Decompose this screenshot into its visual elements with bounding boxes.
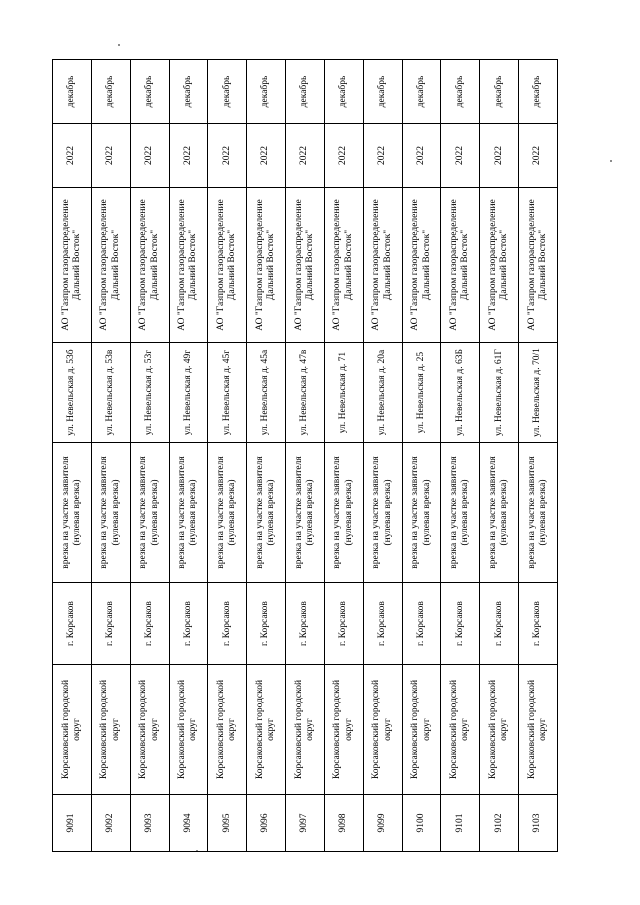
year-cell: 2022	[247, 124, 286, 188]
organization-cell: АО "Газпром газораспределение Дальний Восток"	[208, 188, 247, 343]
table-row	[247, 60, 286, 852]
month-cell: декабрь	[53, 60, 92, 124]
row-number-cell: 9099	[363, 795, 402, 852]
month-cell: декабрь	[91, 60, 130, 124]
address-cell: ул. Невельская д. 71	[324, 343, 363, 443]
row-number-cell: 9092	[91, 795, 130, 852]
row-number-cell: 9103	[519, 795, 558, 852]
connection-type-cell: врезка на участке заявителя (нулевая врезка)	[286, 443, 325, 583]
month-cell: декабрь	[402, 60, 441, 124]
year-cell: 2022	[441, 124, 480, 188]
table-row	[480, 60, 519, 852]
table-row	[519, 60, 558, 852]
row-number-cell: 9098	[324, 795, 363, 852]
connection-type-cell: врезка на участке заявителя (нулевая врезка)	[324, 443, 363, 583]
table-row	[53, 60, 92, 852]
table-row	[91, 60, 130, 852]
address-cell: ул. Невельская д. 47в	[286, 343, 325, 443]
address-cell: ул. Невельская д. 63Б	[441, 343, 480, 443]
district-cell: Корсаковский городской округ	[363, 665, 402, 795]
row-number-cell: 9097	[286, 795, 325, 852]
organization-cell: АО "Газпром газораспределение Дальний Восток"	[286, 188, 325, 343]
district-cell: Корсаковский городской округ	[324, 665, 363, 795]
address-cell: ул. Невельская д. 25	[402, 343, 441, 443]
connection-type-cell: врезка на участке заявителя (нулевая врезка)	[363, 443, 402, 583]
city-cell: г. Корсаков	[247, 583, 286, 665]
city-cell: г. Корсаков	[324, 583, 363, 665]
city-cell: г. Корсаков	[402, 583, 441, 665]
address-cell: ул. Невельская д. 53б	[53, 343, 92, 443]
connection-type-cell: врезка на участке заявителя (нулевая врезка)	[480, 443, 519, 583]
table-row	[363, 60, 402, 852]
address-cell: ул. Невельская д. 53г	[130, 343, 169, 443]
organization-cell: АО "Газпром газораспределение Дальний Восток"	[441, 188, 480, 343]
month-cell: декабрь	[208, 60, 247, 124]
address-cell: ул. Невельская д. 70/1	[519, 343, 558, 443]
month-cell: декабрь	[324, 60, 363, 124]
connection-type-cell: врезка на участке заявителя (нулевая врезка)	[91, 443, 130, 583]
district-cell: Корсаковский городской округ	[286, 665, 325, 795]
address-cell: ул. Невельская д. 45а	[247, 343, 286, 443]
district-cell: Корсаковский городской округ	[480, 665, 519, 795]
year-cell: 2022	[324, 124, 363, 188]
table-row	[130, 60, 169, 852]
organization-cell: АО "Газпром газораспределение Дальний Восток"	[402, 188, 441, 343]
table-body	[53, 60, 558, 852]
district-cell: Корсаковский городской округ	[91, 665, 130, 795]
row-number-cell: 9093	[130, 795, 169, 852]
month-cell: декабрь	[363, 60, 402, 124]
organization-cell: АО "Газпром газораспределение Дальний Восток"	[519, 188, 558, 343]
address-cell: ул. Невельская д. 53в	[91, 343, 130, 443]
connection-type-cell: врезка на участке заявителя (нулевая врезка)	[519, 443, 558, 583]
organization-cell: АО "Газпром газораспределение Дальний Восток"	[130, 188, 169, 343]
city-cell: г. Корсаков	[169, 583, 208, 665]
year-cell: 2022	[208, 124, 247, 188]
district-cell: Корсаковский городской округ	[402, 665, 441, 795]
year-cell: 2022	[480, 124, 519, 188]
city-cell: г. Корсаков	[286, 583, 325, 665]
connection-type-cell: врезка на участке заявителя (нулевая врезка)	[53, 443, 92, 583]
connection-type-cell: врезка на участке заявителя (нулевая врезка)	[247, 443, 286, 583]
table-row	[286, 60, 325, 852]
year-cell: 2022	[130, 124, 169, 188]
address-cell: ул. Невельская д. 20а	[363, 343, 402, 443]
year-cell: 2022	[53, 124, 92, 188]
month-cell: декабрь	[286, 60, 325, 124]
organization-cell: АО "Газпром газораспределение Дальний Восток"	[363, 188, 402, 343]
month-cell: декабрь	[169, 60, 208, 124]
city-cell: г. Корсаков	[363, 583, 402, 665]
row-number-cell: 9095	[208, 795, 247, 852]
table-row	[441, 60, 480, 852]
table-row	[402, 60, 441, 852]
month-cell: декабрь	[480, 60, 519, 124]
address-cell: ул. Невельская д. 61Г	[480, 343, 519, 443]
table-row	[169, 60, 208, 852]
table-row	[208, 60, 247, 852]
city-cell: г. Корсаков	[91, 583, 130, 665]
year-cell: 2022	[286, 124, 325, 188]
rotated-table-wrapper	[52, 60, 558, 852]
organization-cell: АО "Газпром газораспределение Дальний Восток"	[480, 188, 519, 343]
year-cell: 2022	[519, 124, 558, 188]
scan-speck	[610, 160, 612, 162]
organization-cell: АО "Газпром газораспределение Дальний Восток"	[247, 188, 286, 343]
city-cell: г. Корсаков	[519, 583, 558, 665]
city-cell: г. Корсаков	[441, 583, 480, 665]
year-cell: 2022	[402, 124, 441, 188]
city-cell: г. Корсаков	[130, 583, 169, 665]
year-cell: 2022	[169, 124, 208, 188]
year-cell: 2022	[91, 124, 130, 188]
address-cell: ул. Невельская д. 45г	[208, 343, 247, 443]
district-cell: Корсаковский городской округ	[53, 665, 92, 795]
organization-cell: АО "Газпром газораспределение Дальний Восток"	[53, 188, 92, 343]
row-number-cell: 9096	[247, 795, 286, 852]
address-cell: ул. Невельская д. 49г	[169, 343, 208, 443]
row-number-cell: 9091	[53, 795, 92, 852]
district-cell: Корсаковский городской округ	[208, 665, 247, 795]
month-cell: декабрь	[130, 60, 169, 124]
row-number-cell: 9100	[402, 795, 441, 852]
table-row	[324, 60, 363, 852]
organization-cell: АО "Газпром газораспределение Дальний Восток"	[324, 188, 363, 343]
district-cell: Корсаковский городской округ	[247, 665, 286, 795]
year-cell: 2022	[363, 124, 402, 188]
city-cell: г. Корсаков	[208, 583, 247, 665]
district-cell: Корсаковский городской округ	[441, 665, 480, 795]
connection-type-cell: врезка на участке заявителя (нулевая врезка)	[441, 443, 480, 583]
organization-cell: АО "Газпром газораспределение Дальний Восток"	[91, 188, 130, 343]
row-number-cell: 9101	[441, 795, 480, 852]
connection-type-cell: врезка на участке заявителя (нулевая врезка)	[130, 443, 169, 583]
district-cell: Корсаковский городской округ	[130, 665, 169, 795]
row-number-cell: 9094	[169, 795, 208, 852]
gasification-table	[52, 59, 558, 852]
organization-cell: АО "Газпром газораспределение Дальний Восток"	[169, 188, 208, 343]
month-cell: декабрь	[519, 60, 558, 124]
connection-type-cell: врезка на участке заявителя (нулевая врезка)	[402, 443, 441, 583]
connection-type-cell: врезка на участке заявителя (нулевая врезка)	[169, 443, 208, 583]
month-cell: декабрь	[247, 60, 286, 124]
row-number-cell: 9102	[480, 795, 519, 852]
month-cell: декабрь	[441, 60, 480, 124]
district-cell: Корсаковский городской округ	[519, 665, 558, 795]
city-cell: г. Корсаков	[480, 583, 519, 665]
city-cell: г. Корсаков	[53, 583, 92, 665]
connection-type-cell: врезка на участке заявителя (нулевая врезка)	[208, 443, 247, 583]
scan-speck	[118, 44, 120, 46]
district-cell: Корсаковский городской округ	[169, 665, 208, 795]
